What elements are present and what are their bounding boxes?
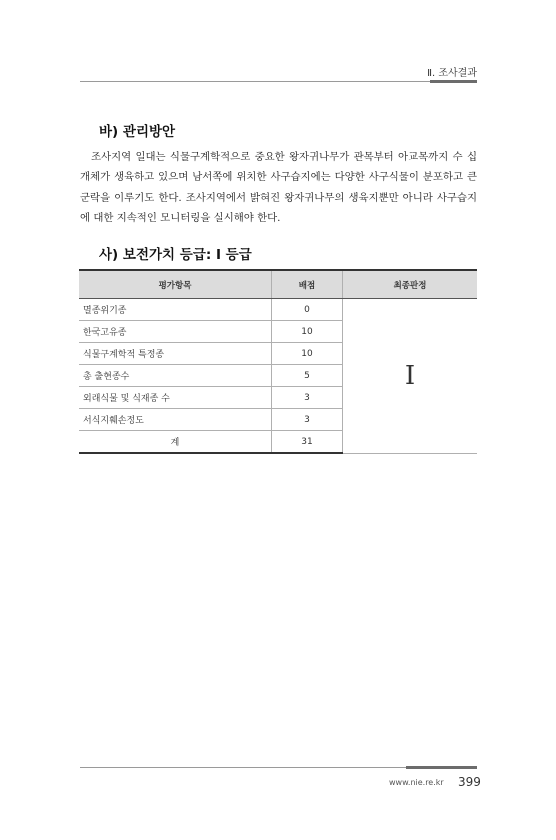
management-paragraph: 조사지역 일대는 식물구계학적으로 중요한 왕자귀나무가 관목부터 아교목까지 수 십 개체가 생육하고 있으며 남서쪽에 위치한 사구습지에는 다양한 사구식물이 분포하고 큰 군락을 이루기도 한다. 조사지역에서 밝혀진 왕자귀나무의 생육지뿐만 아니라 사구습지에 대한 지속적인 모니터링을 실시해야 한다. (80, 151, 477, 224)
header-final: 최종판정 (343, 270, 478, 299)
row-score: 0 (272, 299, 343, 321)
row-item: 총 출현종수 (79, 365, 272, 387)
row-item: 외래식물 및 식재종 수 (79, 387, 272, 409)
evaluation-table (79, 269, 477, 454)
row-score: 3 (272, 409, 343, 431)
header-score: 배점 (272, 270, 343, 299)
header-accent-bar (430, 80, 477, 83)
row-score: 10 (272, 321, 343, 343)
row-score: 10 (272, 343, 343, 365)
section-title-conservation-grade: 사) 보전가치 등급: Ⅰ 등급 (99, 247, 252, 263)
table-header-row (79, 270, 477, 299)
row-item: 멸종위기종 (79, 299, 272, 321)
section-title-management: 바) 관리방안 (99, 124, 176, 140)
row-score: 3 (272, 387, 343, 409)
header-item: 평가항목 (79, 270, 272, 299)
total-score: 31 (272, 431, 343, 454)
chapter-header: Ⅱ. 조사결과 (427, 68, 477, 79)
page-number: 399 (458, 775, 481, 789)
footer-accent-bar (406, 766, 477, 769)
row-item: 한국고유종 (79, 321, 272, 343)
footer-url: www.nie.re.kr (389, 778, 444, 787)
row-item: 서식지훼손정도 (79, 409, 272, 431)
table-row (79, 299, 477, 321)
row-score: 5 (272, 365, 343, 387)
total-label: 계 (79, 431, 272, 454)
final-grade: Ⅰ (343, 299, 478, 454)
header-rule (80, 81, 477, 82)
row-item: 식물구계학적 특정종 (79, 343, 272, 365)
